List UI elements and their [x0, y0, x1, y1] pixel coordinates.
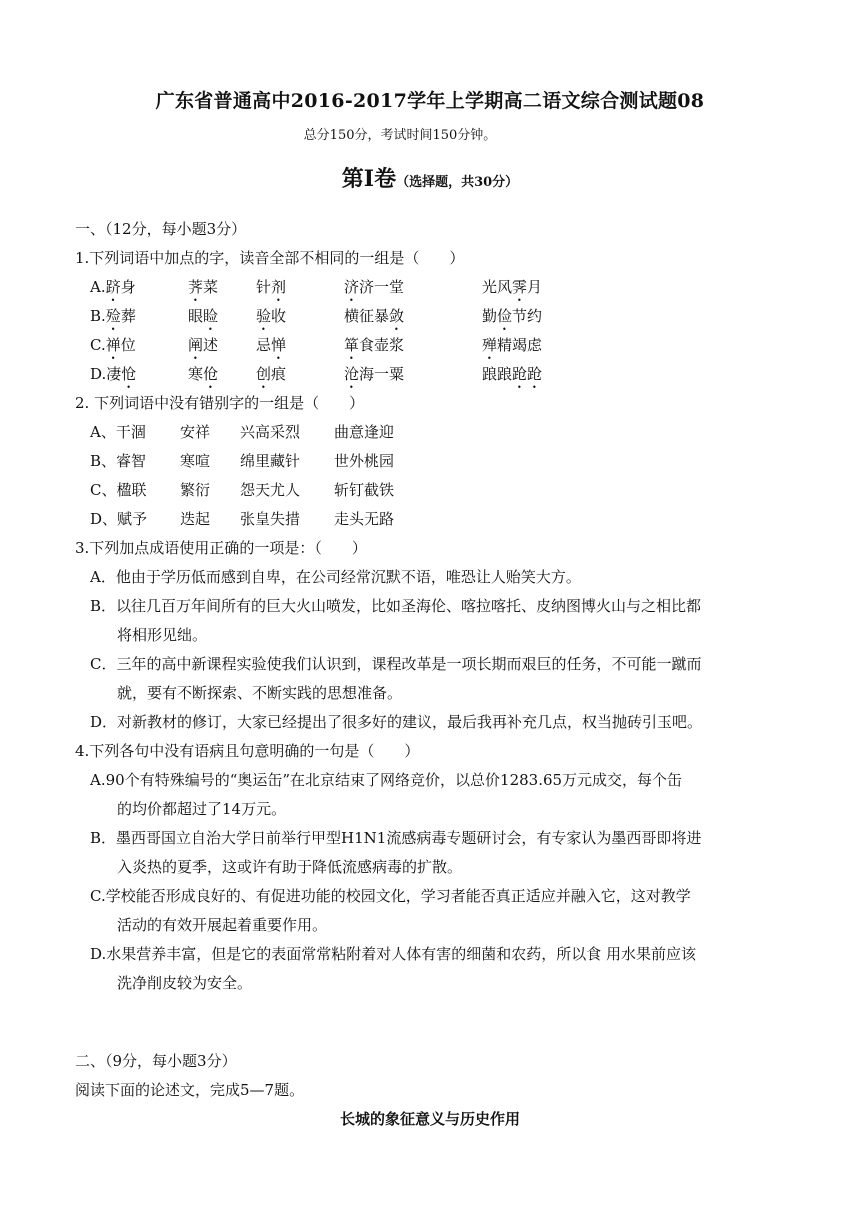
q2-word: 寒喧 — [180, 452, 211, 470]
q2-word: 张皇失措 — [240, 510, 301, 528]
part-note: （选择题，共30分） — [396, 175, 519, 190]
q2-word: 怨天尤人 — [240, 481, 301, 499]
q4-option-c-line1: C.学校能否形成良好的、有促进功能的校园文化，学习者能否真正适应并融入它，这对教学 — [90, 887, 691, 905]
q1-b-word4: 横征暴敛 — [344, 307, 405, 325]
q2-word: B、睿智 — [90, 452, 147, 470]
q1-d-word4: 沧海一粟 — [344, 365, 405, 383]
q2-word: 兴高采烈 — [240, 423, 301, 441]
q1-option-row — [0, 305, 860, 329]
q1-d-word1: D.凄怆 — [90, 365, 137, 383]
q1-a-word3: 针剂 — [256, 278, 287, 296]
q1-b-word1: B.殓葬 — [90, 307, 136, 325]
q4-option-d-line2: 洗净削皮较为安全。 — [117, 974, 253, 992]
part-heading — [0, 162, 860, 193]
q4-option-d-line1: D.水果营养丰富，但是它的表面常常粘附着对人体有害的细菌和农药，所以食 用水果前应该 — [90, 945, 697, 963]
q3-option-b-line2: 将相形见绌。 — [117, 626, 208, 644]
q1-a-word5: 光风霁月 — [482, 278, 543, 296]
q3-option-c-line2: 就，要有不断探索、不断实践的思想准备。 — [117, 684, 403, 702]
q3-stem: 3.下列加点成语使用正确的一项是：（ ） — [75, 539, 367, 557]
q3-option-c-line1: C．三年的高中新课程实验使我们认识到，课程改革是一项长期而艰巨的任务，不可能一蹴而 — [90, 655, 702, 673]
q2-word: 斩钉截铁 — [334, 481, 395, 499]
q3-option-b-line1: B．以往几百万年间所有的巨大火山喷发，比如圣海伦、喀拉喀托、皮纳图博火山与之相比都 — [90, 597, 702, 615]
essay-title: 长城的象征意义与历史作用 — [339, 1110, 520, 1128]
q1-d-word5: 踉踉跄跄 — [482, 365, 543, 383]
q1-option-row — [0, 363, 860, 387]
q1-a-word1: A.跻身 — [90, 278, 136, 296]
q2-word: 迭起 — [180, 510, 211, 528]
part-label: 第Ⅰ卷 — [341, 166, 397, 192]
q1-c-word3: 忌惮 — [256, 336, 287, 354]
q4-option-b-line2: 入炎热的夏季，这或许有助于降低流感病毒的扩散。 — [117, 858, 463, 876]
section2-instruction: 阅读下面的论述文，完成5—7题。 — [75, 1081, 305, 1099]
q4-stem: 4.下列各句中没有语病且句意明确的一句是（ ） — [75, 742, 420, 760]
q1-stem: 1.下列词语中加点的字，读音全部不相同的一组是（ ） — [75, 249, 465, 267]
q1-d-word3: 创痕 — [256, 365, 287, 383]
q1-c-word1: C.禅位 — [90, 336, 136, 354]
q4-option-a-line1: A.90个有特殊编号的“奥运缶”在北京结束了网络竞价，以总价1283.65万元成交，每个缶 — [90, 771, 683, 789]
q1-d-word2: 寒伧 — [188, 365, 219, 383]
q4-option-a-line2: 的均价都超过了14万元。 — [117, 800, 287, 818]
q2-word: A、干涸 — [90, 423, 146, 441]
q1-b-word2: 眼睑 — [188, 307, 219, 325]
q1-b-word5: 勤俭节约 — [482, 307, 543, 325]
q2-option-row — [0, 508, 860, 532]
section2-heading: 二、（9分，每小题3分） — [75, 1052, 237, 1070]
q2-word: 走头无路 — [334, 510, 395, 528]
q1-option-row — [0, 276, 860, 300]
paper-title: 广东省普通高中2016-2017学年上学期高二语文综合测试题08 — [155, 90, 705, 112]
q1-a-word2: 荠菜 — [188, 278, 219, 296]
q2-stem: 2. 下列词语中没有错别字的一组是（ ） — [75, 394, 365, 412]
q1-option-row — [0, 334, 860, 358]
q1-c-word5: 殚精竭虑 — [482, 336, 543, 354]
paper-subtitle: 总分150分，考试时间150分钟。 — [303, 128, 497, 143]
q2-option-row — [0, 421, 860, 445]
q4-option-c-line2: 活动的有效开展起着重要作用。 — [117, 916, 328, 934]
q3-option-d: D．对新教材的修订，大家已经提出了很多好的建议，最后我再补充几点，权当抛砖引玉吧。 — [90, 713, 703, 731]
q1-b-word3: 验收 — [256, 307, 287, 325]
q1-c-word4: 箪食壶浆 — [344, 336, 405, 354]
q2-word: 世外桃园 — [334, 452, 395, 470]
q3-option-a: A．他由于学历低而感到自卑，在公司经常沉默不语，唯恐让人贻笑大方。 — [90, 568, 581, 586]
q2-option-row — [0, 450, 860, 474]
section1-heading: 一、（12分，每小题3分） — [75, 220, 247, 238]
q4-option-b-line1: B．墨西哥国立自治大学日前举行甲型H1N1流感病毒专题研讨会，有专家认为墨西哥即将进 — [90, 829, 702, 847]
q2-word: 繁衍 — [180, 481, 211, 499]
q2-word: 安祥 — [180, 423, 211, 441]
q2-word: 绵里藏针 — [240, 452, 301, 470]
q1-a-word4: 济济一堂 — [344, 278, 405, 296]
q1-c-word2: 阐述 — [188, 336, 219, 354]
q2-word: C、楹联 — [90, 481, 147, 499]
q2-word: D、赋予 — [90, 510, 148, 528]
q2-word: 曲意逢迎 — [334, 423, 395, 441]
q2-option-row — [0, 479, 860, 503]
